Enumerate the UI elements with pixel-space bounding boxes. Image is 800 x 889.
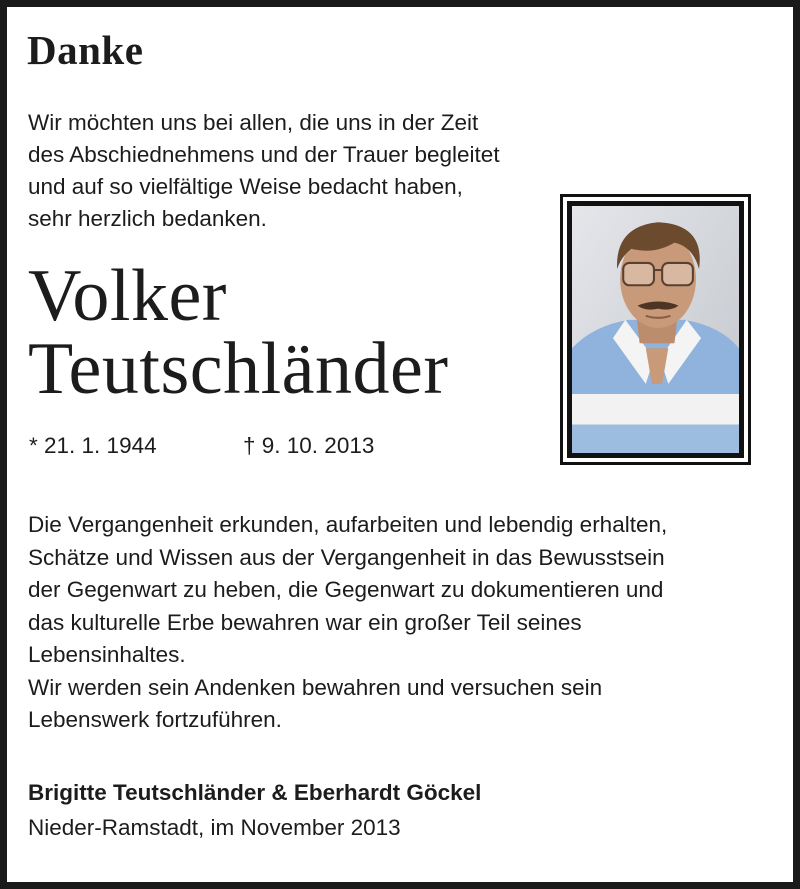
- death-date: † 9. 10. 2013: [243, 433, 375, 458]
- notice-heading: Danke: [27, 27, 144, 73]
- tribute-line: Lebenswerk fortzuführen.: [28, 707, 282, 732]
- signers: Brigitte Teutschländer & Eberhardt Göckel: [28, 780, 482, 805]
- tribute-line: Wir werden sein Andenken bewahren und versuchen sein: [28, 674, 603, 700]
- intro-line: sehr herzlich bedanken.: [28, 206, 267, 231]
- portrait-photo-frame: [560, 194, 751, 465]
- tribute-line: Lebensinhaltes.: [28, 642, 186, 667]
- intro-text: [28, 107, 568, 235]
- intro-line: und auf so vielfältige Weise bedacht haben,: [28, 174, 463, 199]
- deceased-first-name: Volker: [28, 255, 227, 337]
- tribute-line: Die Vergangenheit erkunden, aufarbeiten und lebendig erhalten,: [28, 512, 668, 537]
- tribute-line: das kulturelle Erbe bewahren war ein großer Teil seines: [28, 609, 582, 635]
- tribute-line: Schätze und Wissen aus der Vergangenheit in das Bewusstsein: [28, 544, 665, 570]
- place-and-date: Nieder-Ramstadt, im November 2013: [28, 815, 401, 840]
- portrait-photo: [572, 206, 739, 453]
- portrait-illustration: [572, 206, 739, 453]
- tribute-text: [28, 509, 788, 737]
- deceased-last-name: Teutschländer: [28, 328, 449, 410]
- intro-line: Wir möchten uns bei allen, die uns in der Zeit: [28, 110, 479, 135]
- intro-line: des Abschiednehmens und der Trauer begleitet: [28, 142, 500, 167]
- tribute-line: der Gegenwart zu heben, die Gegenwart zu dokumentieren und: [28, 577, 664, 602]
- birth-date: * 21. 1. 1944: [29, 433, 157, 458]
